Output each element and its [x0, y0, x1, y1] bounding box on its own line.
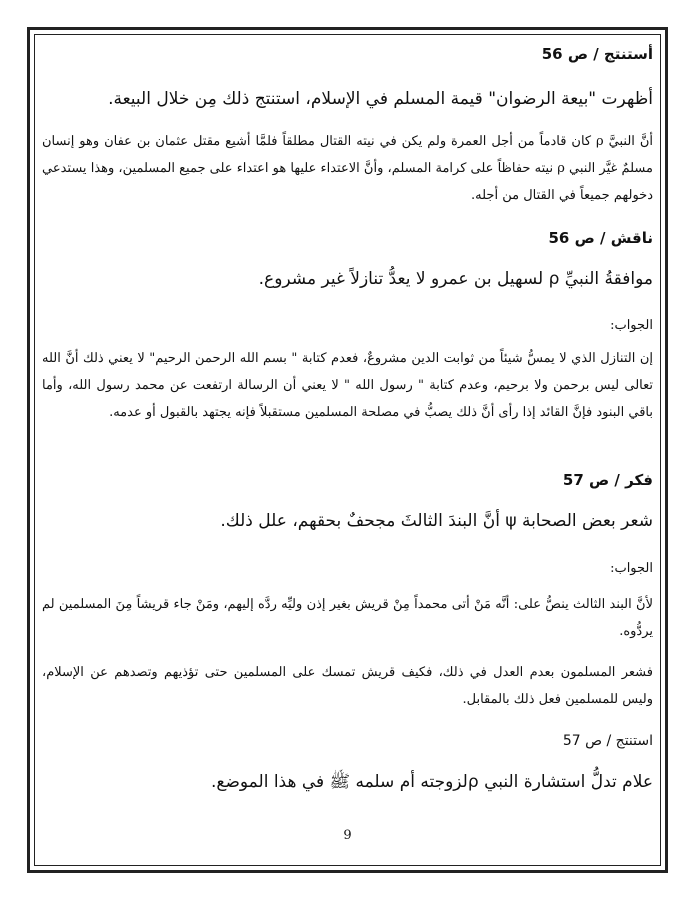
section-answer: لأنَّ البند الثالث ينصُّ على: أنَّه مَنْ أتى محمداً مِنْ قريش بغير إذن وليِّه ردَّه إليهم، ومَنْ جاء قريشاً مِنَ المسلمين لم يردُّوه.	[42, 597, 653, 639]
section-answer-continued: فشعر المسلمون بعدم العدل في ذلك، فكيف قريش تمسك على المسلمين حتى تؤذيهم وتصدهم عن الإسلام، وليس للمسلمين فعل ذلك بالمقابل.	[42, 665, 653, 707]
section-heading: ناقش / ص 56	[548, 229, 653, 247]
section-question: أظهرت "بيعة الرضوان" قيمة المسلم في الإسلام، استنتج ذلك مِن خلال البيعة.	[108, 89, 653, 109]
answer-label: الجواب:	[610, 561, 653, 576]
section-heading: أستنتج / ص 56	[541, 45, 653, 63]
section-question: علام تدلُّ استشارة النبي ρلزوجته أم سلمه ﷺ في هذا الموضع.	[211, 772, 653, 792]
section-answer: أنَّ النبيَّ ρ كان قادماً من أجل العمرة ولم يكن في نيته القتال مطلقاً فلمَّا أشيع مقتل عثمان بن عفان وهو إنسان مسلمٌ غيَّر النبي ρ نيته حفاظاً على كرامة المسلم، وأنَّ الاعتداء عليها هو اعتداء على جميع المسلمين، وهذا يستدعي دخولهم جميعاً في القتال من أجله.	[42, 134, 653, 203]
section-heading: استنتج / ص 57	[562, 733, 653, 749]
page-number: 9	[343, 828, 352, 843]
section-question: شعر بعض الصحابة ψ أنَّ البندَ الثالثَ مجحفٌ بحقهم، علل ذلك.	[220, 511, 653, 531]
section-heading: فكر / ص 57	[562, 471, 653, 489]
section-question: موافقةُ النبيِّ ρ لسهيل بن عمرو لا يعدُّ تنازلاً غير مشروع.	[258, 269, 653, 289]
section-answer: إن التنازل الذي لا يمسُّ شيئاً من ثوابت الدين مشروعٌ، فعدم كتابة " بسم الله الرحمن الرحيم" لا يعني ذلك أنَّ الله تعالى ليس برحمن ولا برحيم، وعدم كتابة " رسول الله " لا يعني أن الرسالة ارتفعت عن محمد رسول الله، وأما باقي البنود فإنَّ القائد إذا رأى أنَّ ذلك يصبُّ في مصلحة المسلمين مستقبلاً فإنه يجتهد بالقبول أو عدمه.	[42, 351, 653, 420]
answer-label: الجواب:	[610, 318, 653, 333]
